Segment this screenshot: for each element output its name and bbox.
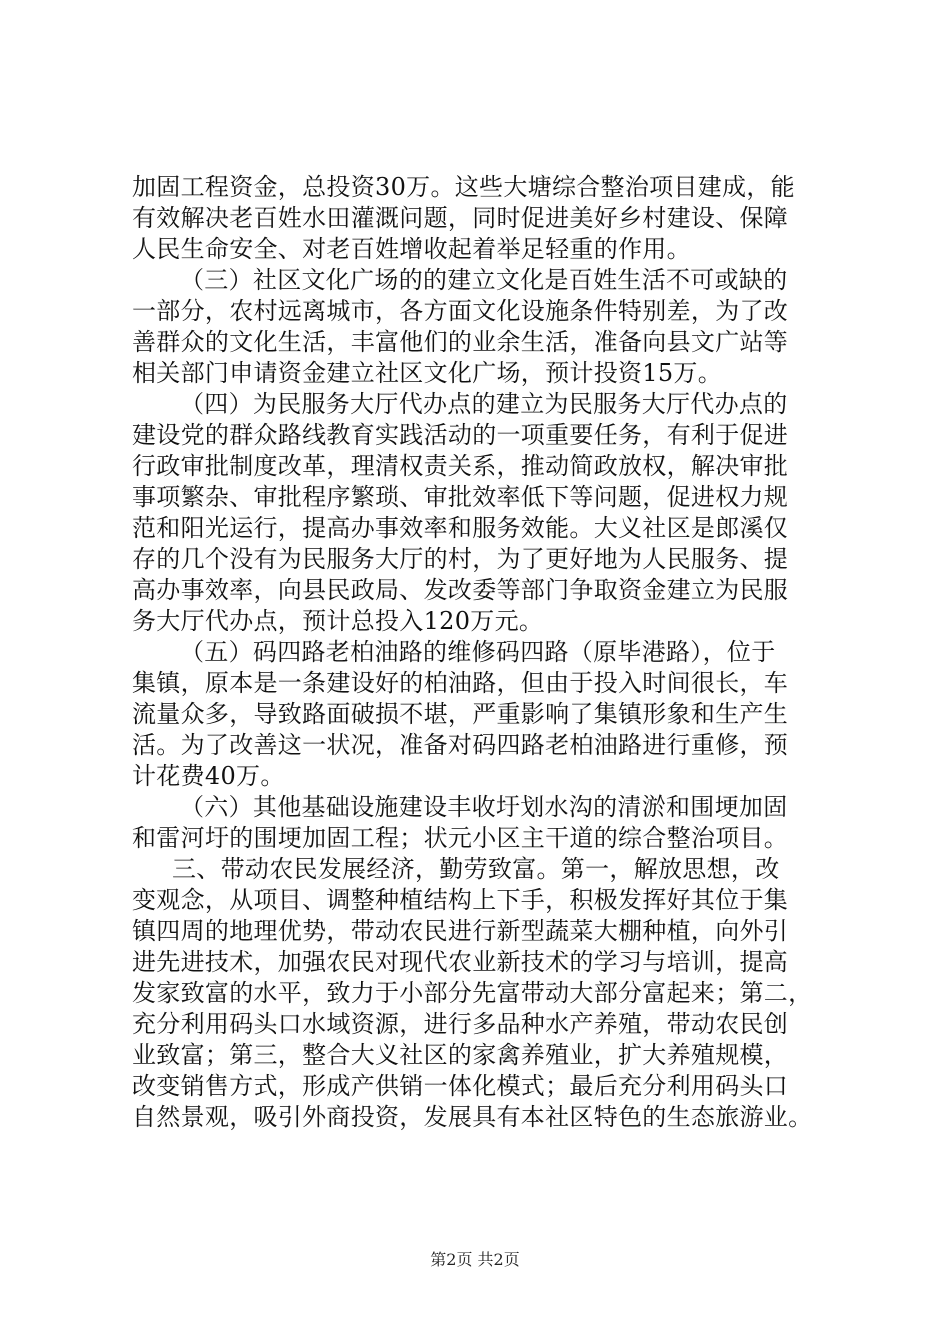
text-line: 变观念，从项目、调整种植结构上下手，积极发挥好其位于集 [132,886,789,914]
text-line: 善群众的文化生活，丰富他们的业余生活，准备向县文广站等 [132,328,789,356]
text-line: 事项繁杂、审批程序繁琐、审批效率低下等问题，促进权力规 [132,483,789,511]
text-line: 三、带动农民发展经济，勤劳致富。第一，解放思想，改 [172,855,780,883]
text-line: （四）为民服务大厅代办点的建立为民服务大厅代办点的 [180,390,788,418]
text-line: 高办事效率，向县民政局、发改委等部门争取资金建立为民服 [132,576,789,604]
text-line: 一部分，农村远离城市，各方面文化设施条件特别差，为了改 [132,297,789,325]
text-line: （五）码四路老柏油路的维修码四路（原毕港路），位于 [180,638,776,666]
text-line: （六）其他基础设施建设丰收圩划水沟的清淤和围埂加固 [180,793,788,821]
text-line: 改变销售方式，形成产供销一体化模式；最后充分利用码头口 [132,1072,789,1100]
text-line: 范和阳光运行，提高办事效率和服务效能。大义社区是郎溪仅 [132,514,789,542]
text-line: 业致富；第三，整合大义社区的家禽养殖业，扩大养殖规模， [132,1041,789,1069]
text-line: 流量众多，导致路面破损不堪，严重影响了集镇形象和生产生 [132,700,789,728]
document-body [132,172,828,1133]
text-line: 自然景观，吸引外商投资，发展具有本社区特色的生态旅游业。 [132,1103,813,1131]
text-line: 存的几个没有为民服务大厅的村，为了更好地为人民服务、提 [132,545,789,573]
text-line: 务大厅代办点，预计总投入120万元。 [132,607,544,635]
text-line: 人民生命安全、对老百姓增收起着举足轻重的作用。 [132,235,691,263]
text-line: 充分利用码头口水域资源，进行多品种水产养殖，带动农民创 [132,1010,789,1038]
text-line: 计花费40万。 [132,762,285,790]
text-line: 进先进技术，加强农民对现代农业新技术的学习与培训，提高 [132,948,789,976]
text-line: （三）社区文化广场的的建立文化是百姓生活不可或缺的 [180,266,788,294]
text-line: 发家致富的水平，致力于小部分先富带动大部分富起来；第二， [132,979,813,1007]
text-line: 有效解决老百姓水田灌溉问题，同时促进美好乡村建设、保障 [132,204,789,232]
page-number-footer: 第2页 共2页 [430,1250,520,1269]
text-line: 建设党的群众路线教育实践活动的一项重要任务，有利于促进 [132,421,789,449]
text-line: 活。为了改善这一状况，准备对码四路老柏油路进行重修，预 [132,731,789,759]
text-line: 和雷河圩的围埂加固工程；状元小区主干道的综合整治项目。 [132,824,789,852]
text-line: 加固工程资金，总投资30万。这些大塘综合整治项目建成，能 [132,173,795,201]
text-line: 行政审批制度改革，理清权责关系，推动简政放权，解决审批 [132,452,789,480]
text-line: 相关部门申请资金建立社区文化广场，预计投资15万。 [132,359,723,387]
text-line: 镇四周的地理优势，带动农民进行新型蔬菜大棚种植，向外引 [132,917,789,945]
text-line: 集镇，原本是一条建设好的柏油路，但由于投入时间很长，车 [132,669,789,697]
